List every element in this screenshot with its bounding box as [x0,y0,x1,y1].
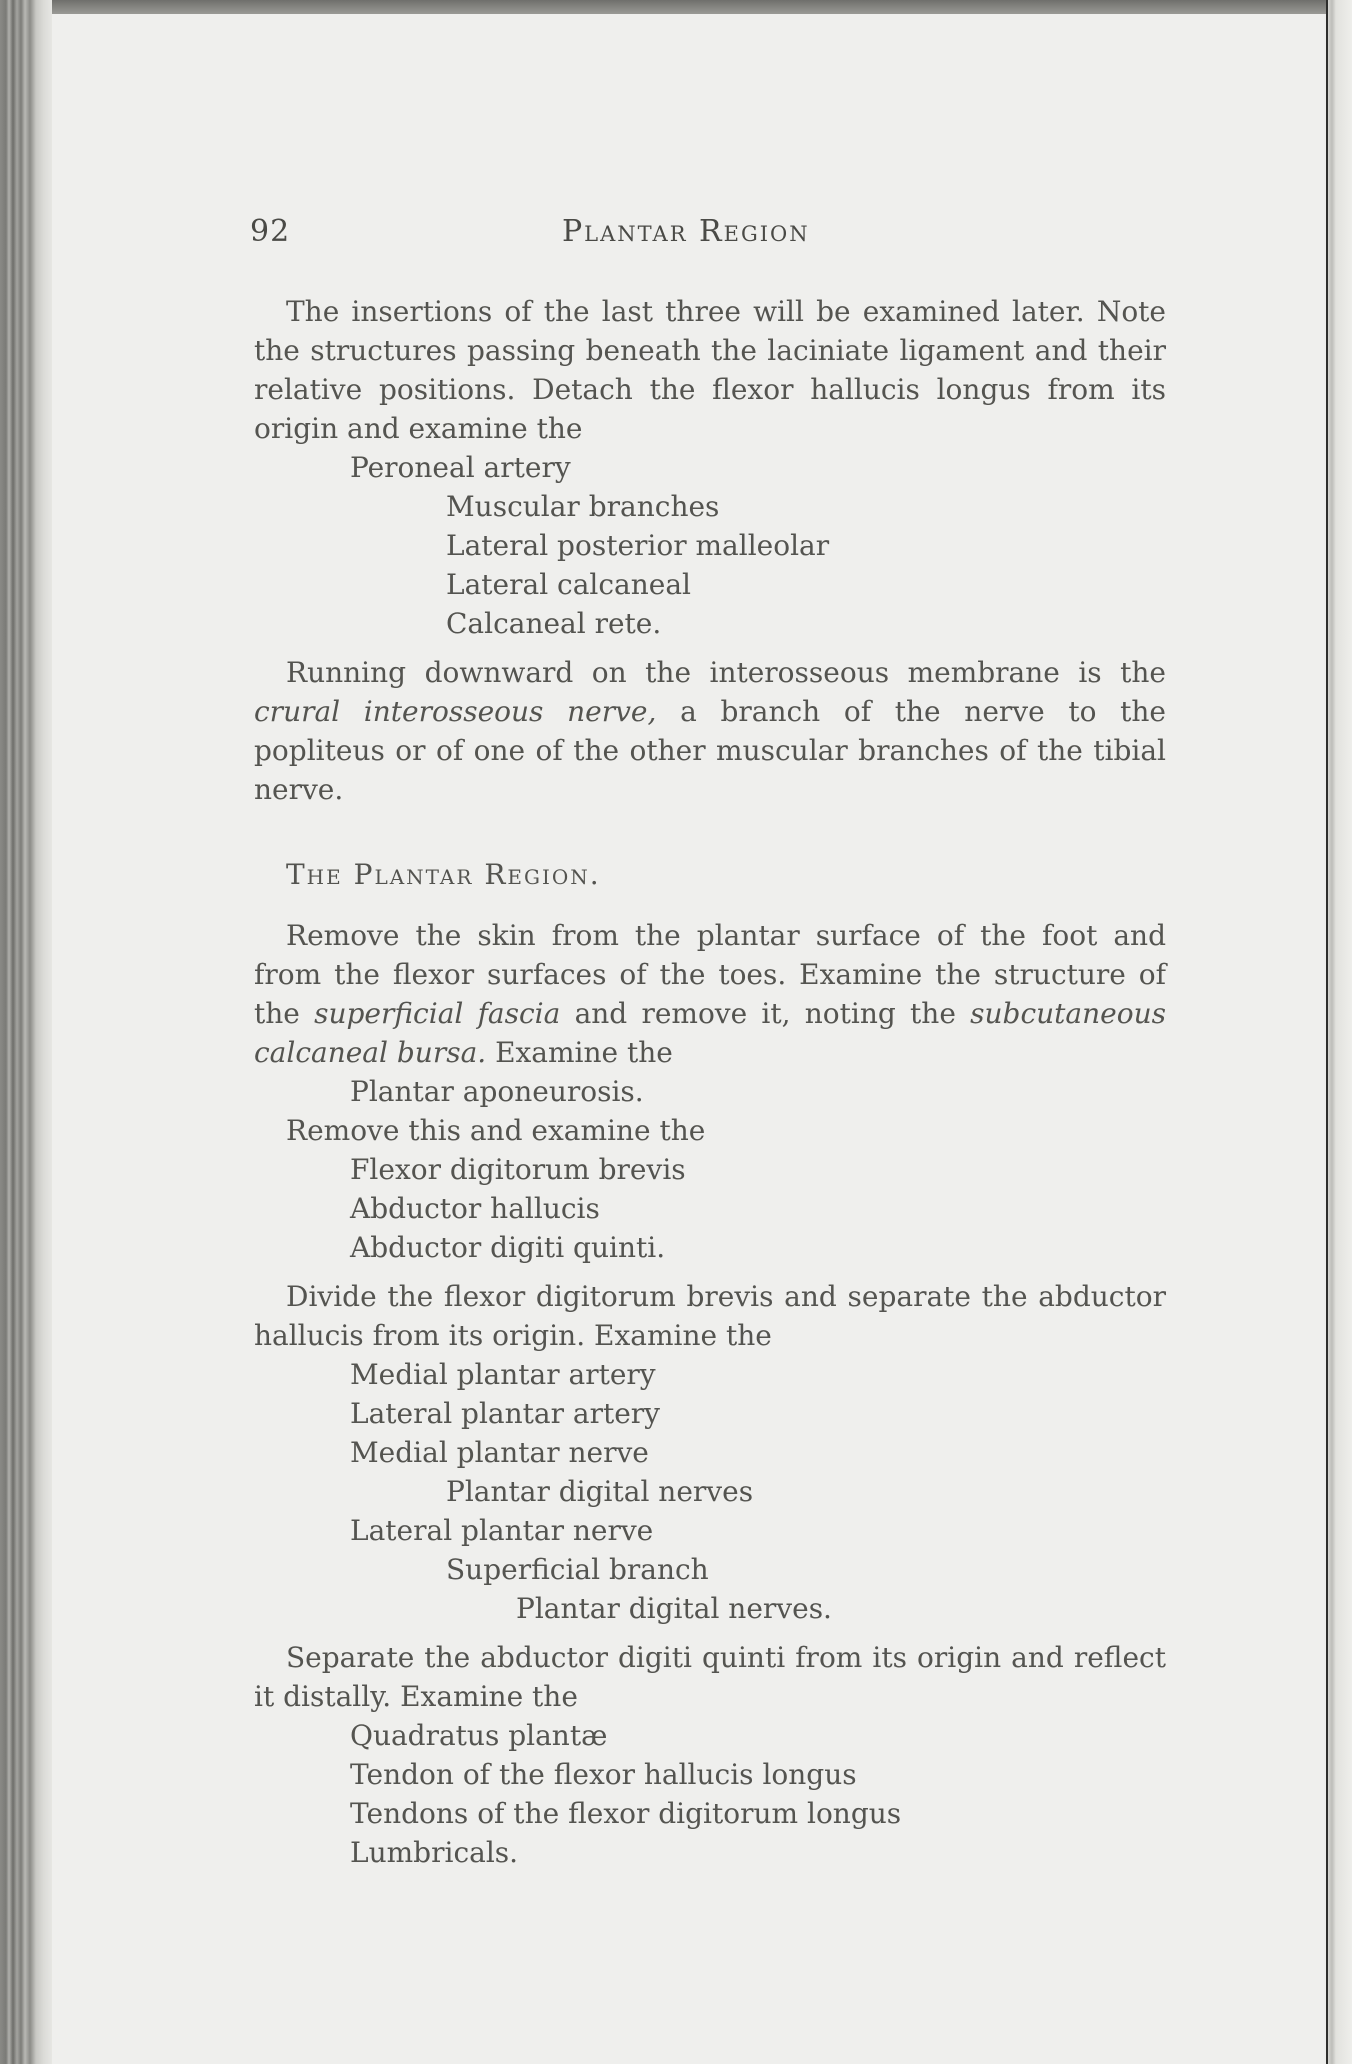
list-item: Tendon of the flexor hallucis longus [350,1758,857,1791]
list-item: Abductor hallucis [350,1192,600,1225]
book-binding-edge [0,0,52,2064]
list-item: Lateral plantar artery [350,1397,660,1430]
list-item: Tendons of the flexor digitorum longus [350,1797,902,1830]
list-item: Lateral plantar nerve [350,1514,654,1547]
list-item: Lateral posterior malleolar [446,529,830,562]
paragraph-2-start: Running downward on the interosseous membrane is the [286,656,1166,689]
paragraph-5: Divide the flexor digitorum brevis and separate the abductor hallucis from its origin. Examine the [254,1280,1166,1352]
list-item: Calcaneal rete. [446,607,662,640]
term-superficial-fascia: superficial fascia [314,997,561,1030]
list-item: Flexor digitorum brevis [350,1153,686,1186]
list-plantar-vessels-nerves [254,1355,1166,1628]
term-crural-interosseous-nerve: crural interosseous nerve, [254,695,657,728]
list-plantar-aponeurosis [254,1072,1166,1111]
paragraph-3-b: and remove it, noting the [574,997,956,1030]
list-second-layer [254,1716,1166,1872]
list-superficial-muscles [254,1150,1166,1267]
list-item: Abductor digiti quinti. [350,1231,666,1264]
paragraph-3-a: Remove the skin from the plantar surface of the foot and from the flexor surfaces of the toes. Examine the structure of the [254,919,1166,1030]
paragraph-2-end: a branch of the nerve to the popliteus or of one of the other muscular branches of the tibial nerve. [254,695,1166,806]
page-number: 92 [250,214,291,249]
running-head: Plantar Region [562,214,810,249]
list-item: Quadratus plantæ [350,1719,608,1752]
next-page-edge [1326,0,1352,2064]
term-subcutaneous-calcaneal-bursa: subcutaneous calcaneal bursa. [254,997,1166,1069]
list-item: Peroneal artery [350,451,571,484]
section-heading: The Plantar Region. [286,858,601,891]
paragraph-4: Remove this and examine the [286,1114,706,1147]
list-item: Lumbricals. [350,1836,519,1869]
list-item: Plantar aponeurosis. [350,1075,644,1108]
paragraph-3 [254,916,1166,1072]
body-text [254,292,1166,1872]
paragraph-2 [254,653,1166,809]
list-item: Lateral calcaneal [446,568,691,601]
paragraph-1: The insertions of the last three will be examined later. Note the structures passing beneath the laciniate ligament and their relative positions. Detach the flexor hallucis longus from its origin and examine the [254,295,1166,445]
list-item: Medial plantar artery [350,1358,656,1391]
list-item: Plantar digital nerves. [516,1592,832,1625]
list-item: Medial plantar nerve [350,1436,649,1469]
list-item: Superficial branch [446,1553,709,1586]
paragraph-6: Separate the abductor digiti quinti from its origin and reflect it distally. Examine the [254,1641,1166,1713]
list-peroneal-artery [254,448,1166,643]
scan-top-edge [0,0,1352,14]
list-item: Plantar digital nerves [446,1475,754,1508]
list-item: Muscular branches [446,490,720,523]
paragraph-3-c: Examine the [495,1036,673,1069]
